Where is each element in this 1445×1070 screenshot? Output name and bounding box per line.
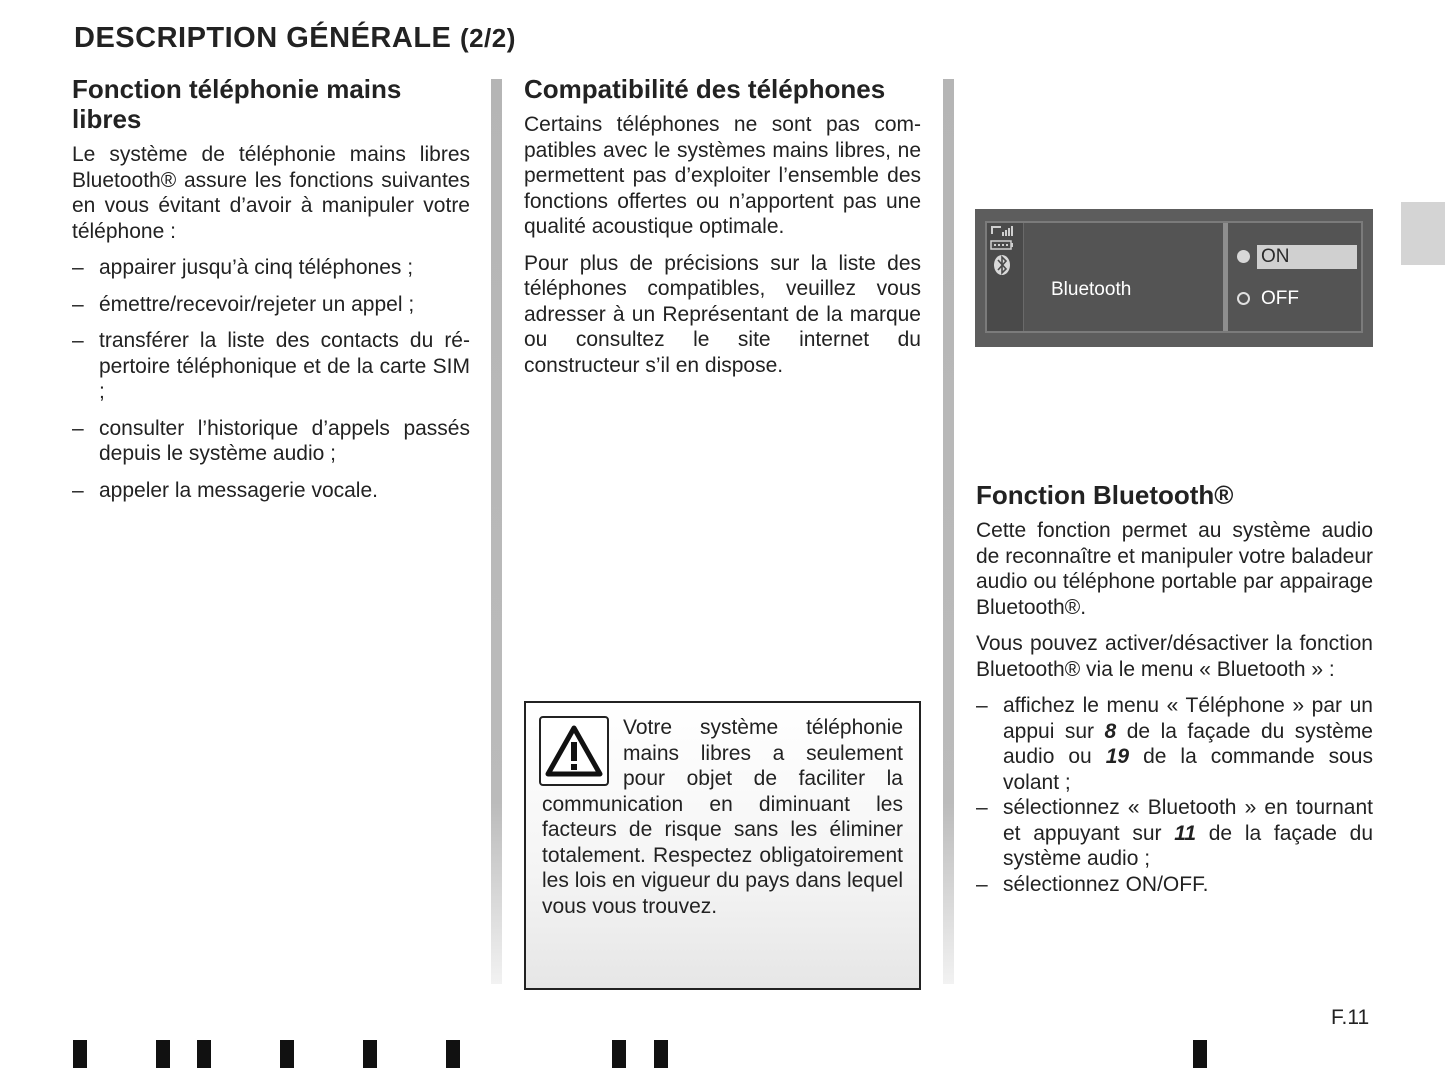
print-mark — [73, 1040, 87, 1068]
chapter-tab — [1401, 202, 1445, 265]
step-text: sélectionnez « Bluetooth » en tournant et appuyant sur — [1003, 796, 1373, 845]
section-bluetooth — [976, 480, 1373, 897]
screen-divider — [1223, 223, 1228, 331]
hands-free-list — [72, 255, 470, 503]
bluetooth-steps — [976, 693, 1373, 897]
page-title-suffix: (2/2) — [459, 23, 516, 53]
print-mark — [363, 1040, 377, 1068]
print-mark — [197, 1040, 211, 1068]
list-item: – émettre/recevoir/rejeter un appel ; — [72, 292, 470, 318]
page-title-text: DESCRIPTION GÉNÉRALE — [74, 22, 452, 54]
option-off-label: OFF — [1261, 288, 1299, 309]
screen-display — [985, 221, 1363, 333]
hands-free-intro: Le système de téléphonie mains libres Bluetooth® assure les fonctions suivantes en vous évitant d’avoir à manipuler votre téléphone : — [72, 143, 470, 243]
radio-empty-icon — [1237, 292, 1250, 305]
step-reference: 19 — [1105, 745, 1130, 768]
step-text: affichez le menu « Téléphone » par un appui sur — [1003, 694, 1373, 743]
bluetooth-screen — [975, 209, 1373, 347]
step-text: de la façade du système audio ou — [1003, 719, 1373, 768]
option-on-label: ON — [1261, 246, 1290, 267]
battery-icon — [991, 241, 1013, 249]
compatibility-heading: Compatibilité des téléphones — [524, 74, 886, 104]
print-mark — [654, 1040, 668, 1068]
section-compatibility — [524, 74, 921, 389]
step-text: de la commande sous volant ; — [1003, 745, 1373, 794]
bluetooth-icon — [994, 255, 1010, 275]
compatibility-paragraph-1: Certains téléphones ne sont pas compatibles avec le systèmes mains libres, ne permettent pas d’exploiter l’ensemble des fonctions offertes ou n’apportent pas une qualité acoustique optimale. — [524, 113, 921, 238]
column-separator — [491, 79, 502, 984]
warning-text: Votre système téléphonie mains libres a seulement pour objet de faciliter la communication en diminuant les facteurs de risque sans les éliminer totalement. Respectez obligatoirement les lois en vigueur du pays dans lequel vous vous trouvez. — [542, 716, 903, 918]
list-item: – appeler la messagerie vocale. — [72, 478, 470, 504]
screen-status-strip — [987, 223, 1024, 331]
step-text: de la façade du système audio ; — [1003, 821, 1373, 870]
list-item: – consulter l’historique d’appels passés depuis le système audio ; — [72, 416, 470, 467]
bluetooth-paragraph-2: Vous pouvez activer/désactiver la fonction Bluetooth® via le menu « Bluetooth » : — [976, 632, 1373, 681]
hands-free-heading: Fonction téléphonie mains libres — [72, 74, 402, 134]
page-number: F.11 — [1331, 1006, 1370, 1029]
list-item — [976, 795, 1373, 872]
print-mark — [446, 1040, 460, 1068]
print-mark — [280, 1040, 294, 1068]
bluetooth-heading: Fonction Bluetooth® — [976, 480, 1234, 510]
signal-icon — [991, 226, 1013, 236]
status-icons — [987, 223, 1023, 283]
screen-bluetooth-label: Bluetooth — [1051, 279, 1132, 300]
print-mark — [612, 1040, 626, 1068]
radio-selected-icon — [1237, 250, 1250, 263]
step-reference: 11 — [1174, 821, 1197, 845]
print-mark — [156, 1040, 170, 1068]
print-mark — [1193, 1040, 1207, 1068]
column-separator — [943, 79, 954, 984]
list-item: – sélectionnez ON/OFF. — [976, 872, 1373, 898]
section-hands-free — [72, 74, 470, 514]
list-item — [976, 693, 1373, 795]
compatibility-paragraph-2: Pour plus de précisions sur la liste des téléphones compatibles, veuillez vous adresser à un Représentant de la marque ou consultez le site internet du constructeur s’il en dispose. — [524, 251, 921, 377]
bluetooth-paragraph-1: Cette fonction permet au système audio de reconnaître et manipuler votre baladeur audio ou téléphone portable par appairage Bluetooth®. — [976, 519, 1373, 619]
list-item: – appairer jusqu’à cinq téléphones ; — [72, 255, 470, 281]
list-item: – transférer la liste des contacts du répertoire téléphonique et de la carte SIM ; — [72, 328, 470, 405]
warning-box — [524, 701, 921, 990]
page-title — [74, 22, 516, 55]
warning-triangle-icon — [539, 716, 609, 786]
step-reference: 8 — [1104, 719, 1117, 743]
